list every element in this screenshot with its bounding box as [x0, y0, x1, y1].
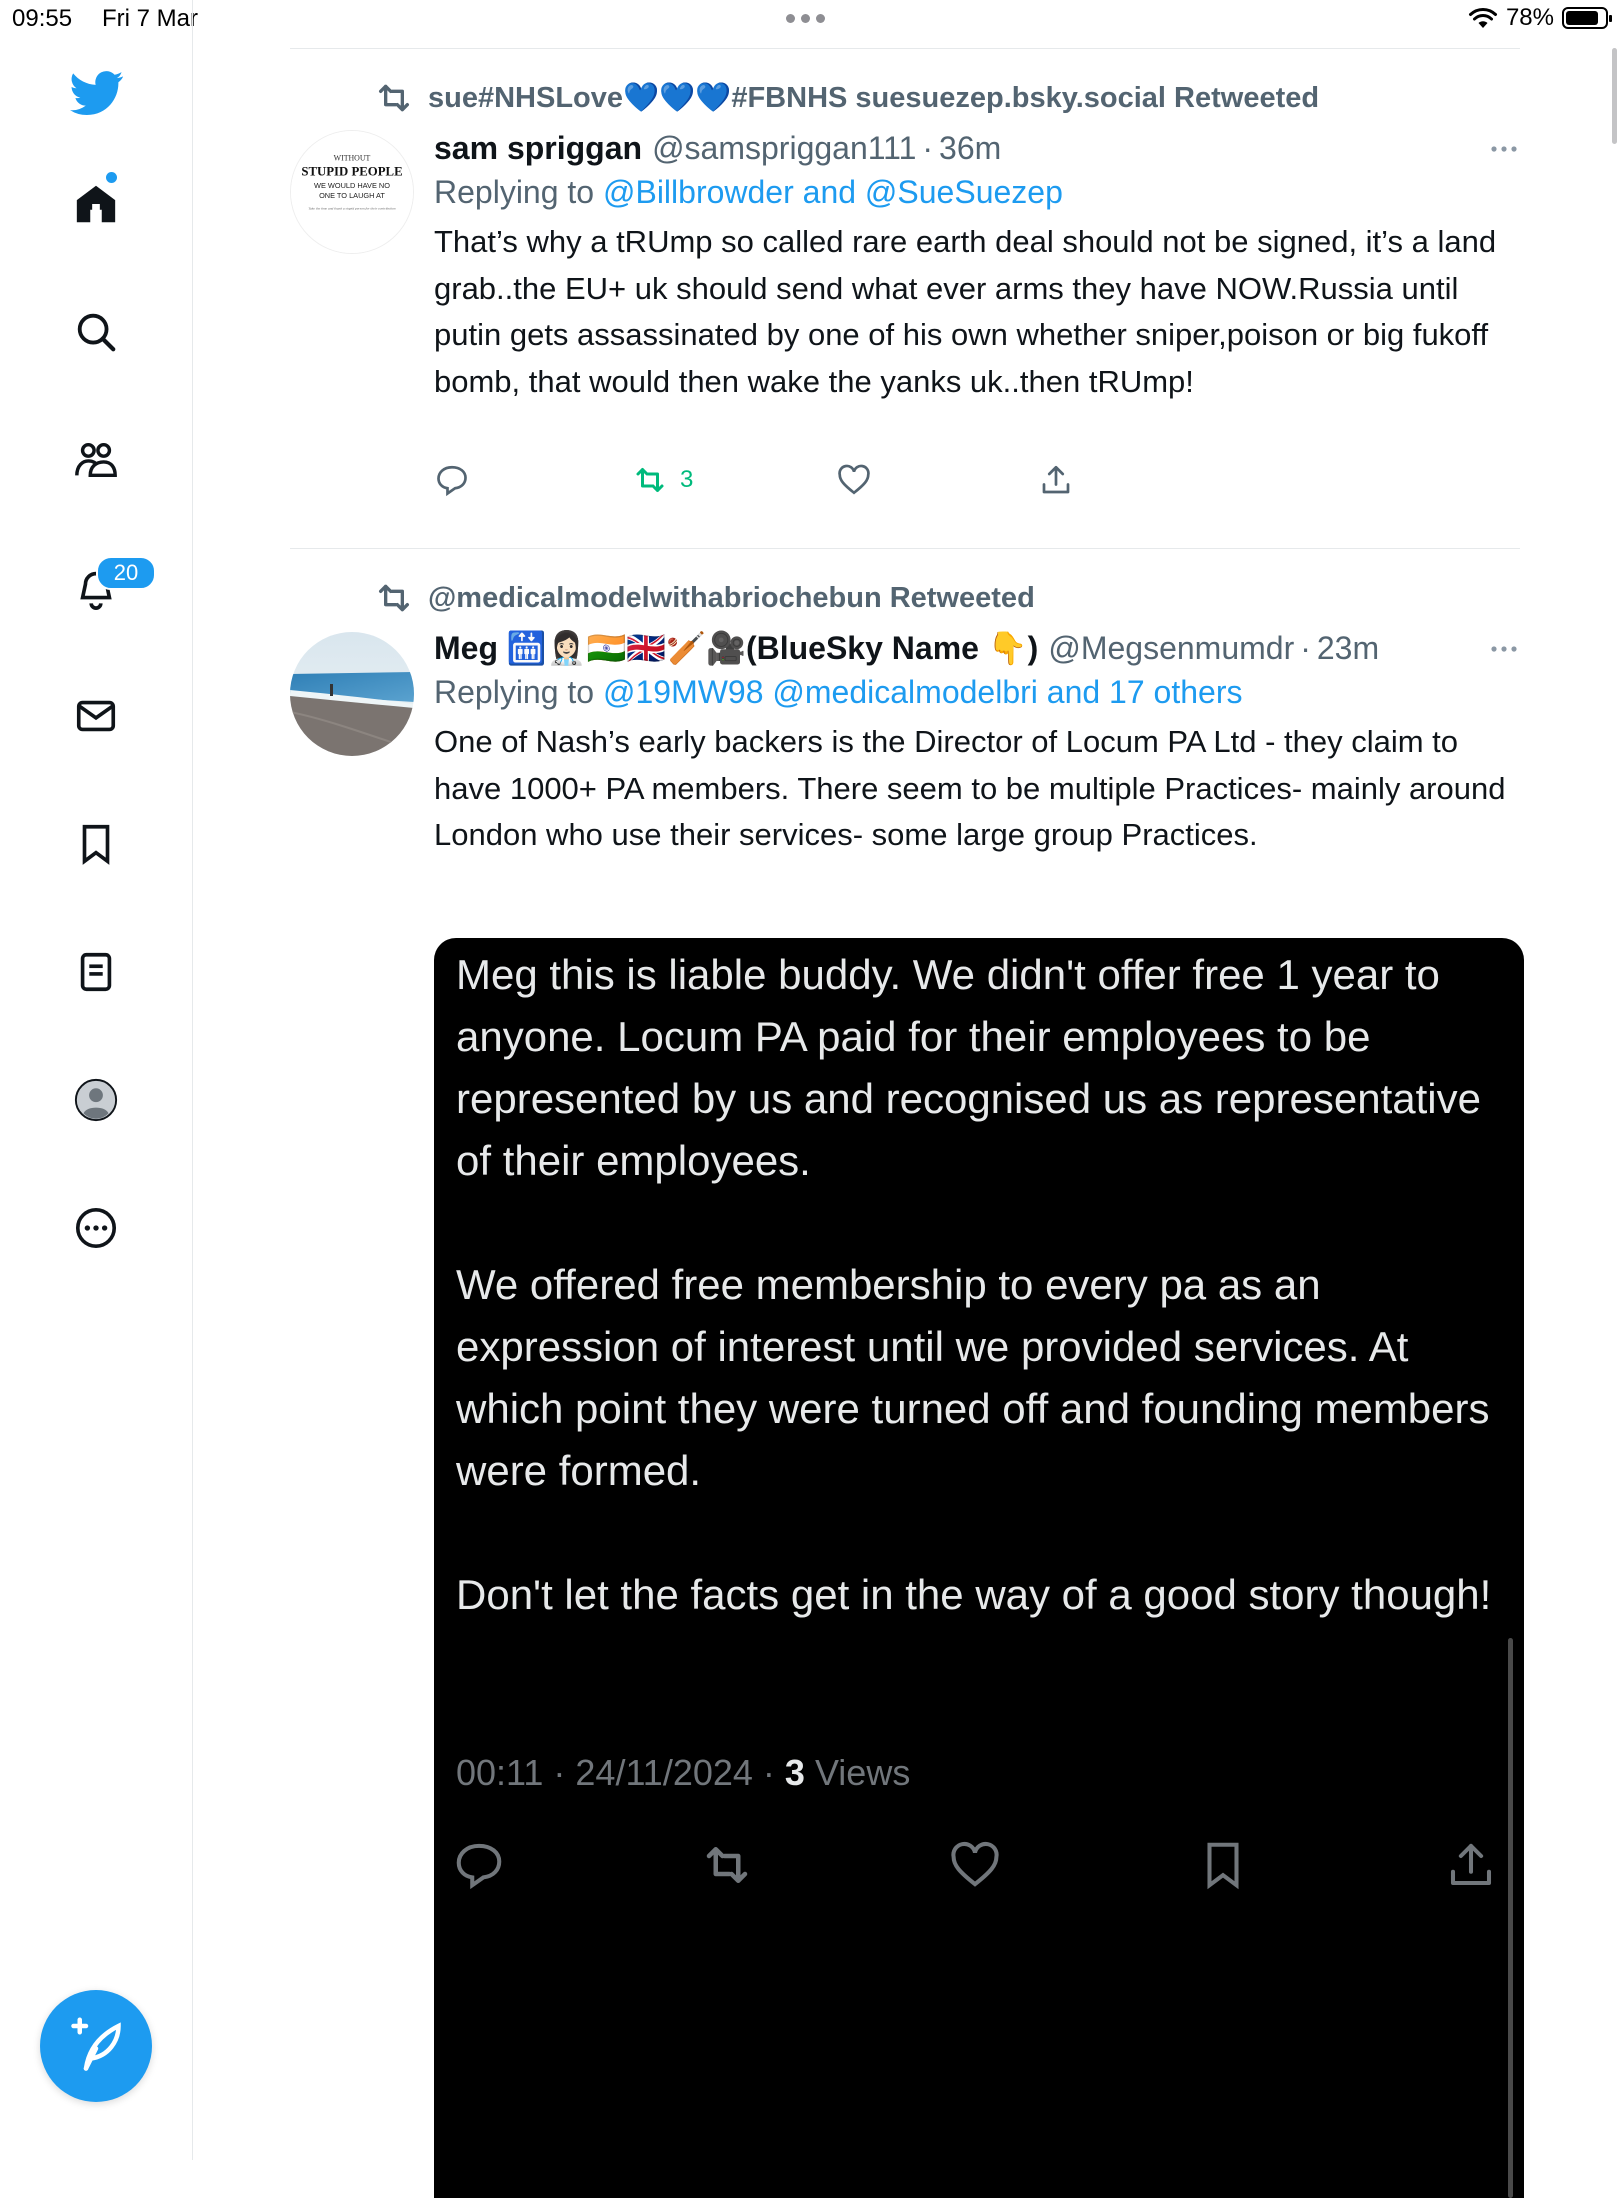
home-icon [73, 181, 119, 227]
svg-text:WE WOULD HAVE NO: WE WOULD HAVE NO [314, 181, 390, 191]
replying-to [434, 174, 1524, 211]
retweet-button[interactable] [632, 462, 693, 498]
share-icon [1038, 462, 1074, 498]
heart-icon [836, 462, 872, 498]
avatar[interactable] [290, 130, 414, 254]
wifi-icon [1468, 6, 1498, 30]
battery-percent: 78% [1505, 4, 1554, 31]
tweet-time[interactable]: 23m [1316, 629, 1380, 666]
replying-to-link[interactable]: @Billbrowder and @SueSuezep [602, 174, 1063, 210]
replying-prefix: Replying to [434, 174, 603, 210]
more-circle-icon [73, 1205, 119, 1251]
author-name[interactable]: Meg 🛗👩🏻‍⚕️🇮🇳🇬🇧🏏🎥(BlueSky Name 👇) [434, 630, 1039, 666]
bookmark-icon [73, 821, 119, 867]
svg-text:STUPID PEOPLE: STUPID PEOPLE [301, 164, 403, 179]
status-time: 09:55 [12, 5, 73, 32]
media-views-count: 3 [784, 1752, 805, 1793]
tweet-media-image[interactable] [434, 938, 1524, 2198]
like-button[interactable] [836, 462, 872, 498]
reply-button[interactable] [434, 462, 470, 498]
sidebar-item-search[interactable] [68, 304, 124, 360]
sidebar-item-home[interactable] [68, 176, 124, 232]
share-button[interactable] [1038, 462, 1074, 498]
author-name[interactable]: sam spriggan [434, 129, 643, 166]
sidebar-item-lists[interactable] [68, 944, 124, 1000]
tweet-divider [290, 548, 1520, 549]
replying-to-link[interactable]: @19MW98 @medicalmodelbri and 17 others [602, 674, 1243, 710]
media-share-icon [1444, 1838, 1498, 1892]
status-right [1468, 4, 1608, 32]
svg-text:Take the time and thank a stup: Take the time and thank a stupid person for their contribution [308, 206, 396, 211]
media-retweet-icon [700, 1838, 754, 1892]
tweet-body [434, 626, 1524, 859]
avatar[interactable] [290, 632, 414, 756]
sidebar-item-messages[interactable] [68, 688, 124, 744]
retweet-count: 3 [680, 466, 694, 493]
scrollbar[interactable] [1612, 48, 1617, 144]
sidebar-item-communities[interactable] [68, 432, 124, 488]
media-views-label: Views [804, 1752, 911, 1793]
more-options-icon[interactable] [1484, 134, 1524, 164]
avatar-icon [73, 1077, 119, 1123]
home-unread-dot [106, 172, 117, 183]
replying-to [434, 674, 1524, 711]
tweet-text: That’s why a tRUmp so called rare earth deal should not be signed, it’s a land grab..the EU+ uk should send what ever arms they have NOW.Russia until putin gets assassinated by one of his own whether sniper,poison or big fukoff bomb, that would then wake the yanks uk..then tRUmp! [434, 224, 1497, 399]
tweet-time[interactable]: 36m [939, 129, 1002, 166]
search-icon [73, 309, 119, 355]
media-reply-icon [452, 1838, 506, 1892]
tweet-header [434, 626, 1524, 670]
sidebar-item-profile[interactable] [68, 1072, 124, 1128]
multitasking-dots-icon[interactable] [786, 14, 825, 23]
tweet-text: One of Nash’s early backers is the Director of Locum PA Ltd - they claim to have 1000+ PA members. There seem to be multiple Practices- mainly around London who use their services- some large group Practices. [434, 724, 1506, 852]
twitter-logo-icon[interactable] [66, 62, 128, 124]
compose-button[interactable] [40, 1990, 152, 2102]
media-timestamp-text: 00:11 · 24/11/2024 · [456, 1752, 785, 1793]
compose-feather-icon [66, 2016, 126, 2076]
notifications-badge: 20 [96, 556, 156, 590]
retweet-context[interactable] [374, 78, 1319, 118]
svg-text:ONE TO LAUGH AT: ONE TO LAUGH AT [319, 190, 385, 200]
author-handle[interactable]: @samspriggan111 [652, 129, 917, 166]
replying-prefix: Replying to [434, 674, 603, 710]
sidebar [0, 0, 193, 2160]
tweet-header [434, 126, 1524, 170]
status-bar [0, 0, 1620, 40]
retweet-icon [374, 78, 414, 118]
envelope-icon [73, 693, 119, 739]
media-bookmark-icon [1196, 1838, 1250, 1892]
battery-icon [1562, 7, 1608, 29]
list-icon [73, 949, 119, 995]
stupid-people-avatar-image [291, 131, 413, 253]
retweet-icon [374, 578, 414, 618]
retweet-context[interactable] [374, 578, 1035, 618]
separator: · [1300, 629, 1311, 666]
tweet-body [434, 126, 1524, 405]
timeline-top-border [290, 48, 1520, 49]
author-handle[interactable]: @Megsenmumdr [1048, 629, 1295, 666]
media-scrollbar [1508, 1638, 1513, 2198]
media-timestamp [456, 1752, 910, 1794]
communities-icon [73, 437, 119, 483]
retweeted-by-text: @medicalmodelwithabriochebun Retweeted [428, 581, 1035, 614]
svg-text:WITHOUT: WITHOUT [333, 153, 371, 163]
reply-icon [434, 462, 470, 498]
sidebar-item-more[interactable] [68, 1200, 124, 1256]
media-heart-icon [948, 1838, 1002, 1892]
sidebar-item-bookmarks[interactable] [68, 816, 124, 872]
beach-avatar-image [290, 632, 414, 756]
status-date: Fri 7 Mar [102, 5, 198, 32]
more-options-icon[interactable] [1484, 634, 1524, 664]
retweeted-by-text: sue#NHSLove💙💙💙#FBNHS suesuezep.bsky.social Retweeted [428, 82, 1320, 114]
media-action-bar [452, 1838, 1512, 1898]
retweet-icon [632, 462, 668, 498]
media-text: Meg this is liable buddy. We didn't offer free 1 year to anyone. Locum PA paid for their employees to be represented by us and recognised us as representative of their employees. We offered free membership to every pa as an expression of interest until we provided services. At which point they were turned off and founding members were formed. Don't let the facts get in the way of a good story though! [456, 951, 1492, 1618]
separator: · [922, 129, 934, 166]
